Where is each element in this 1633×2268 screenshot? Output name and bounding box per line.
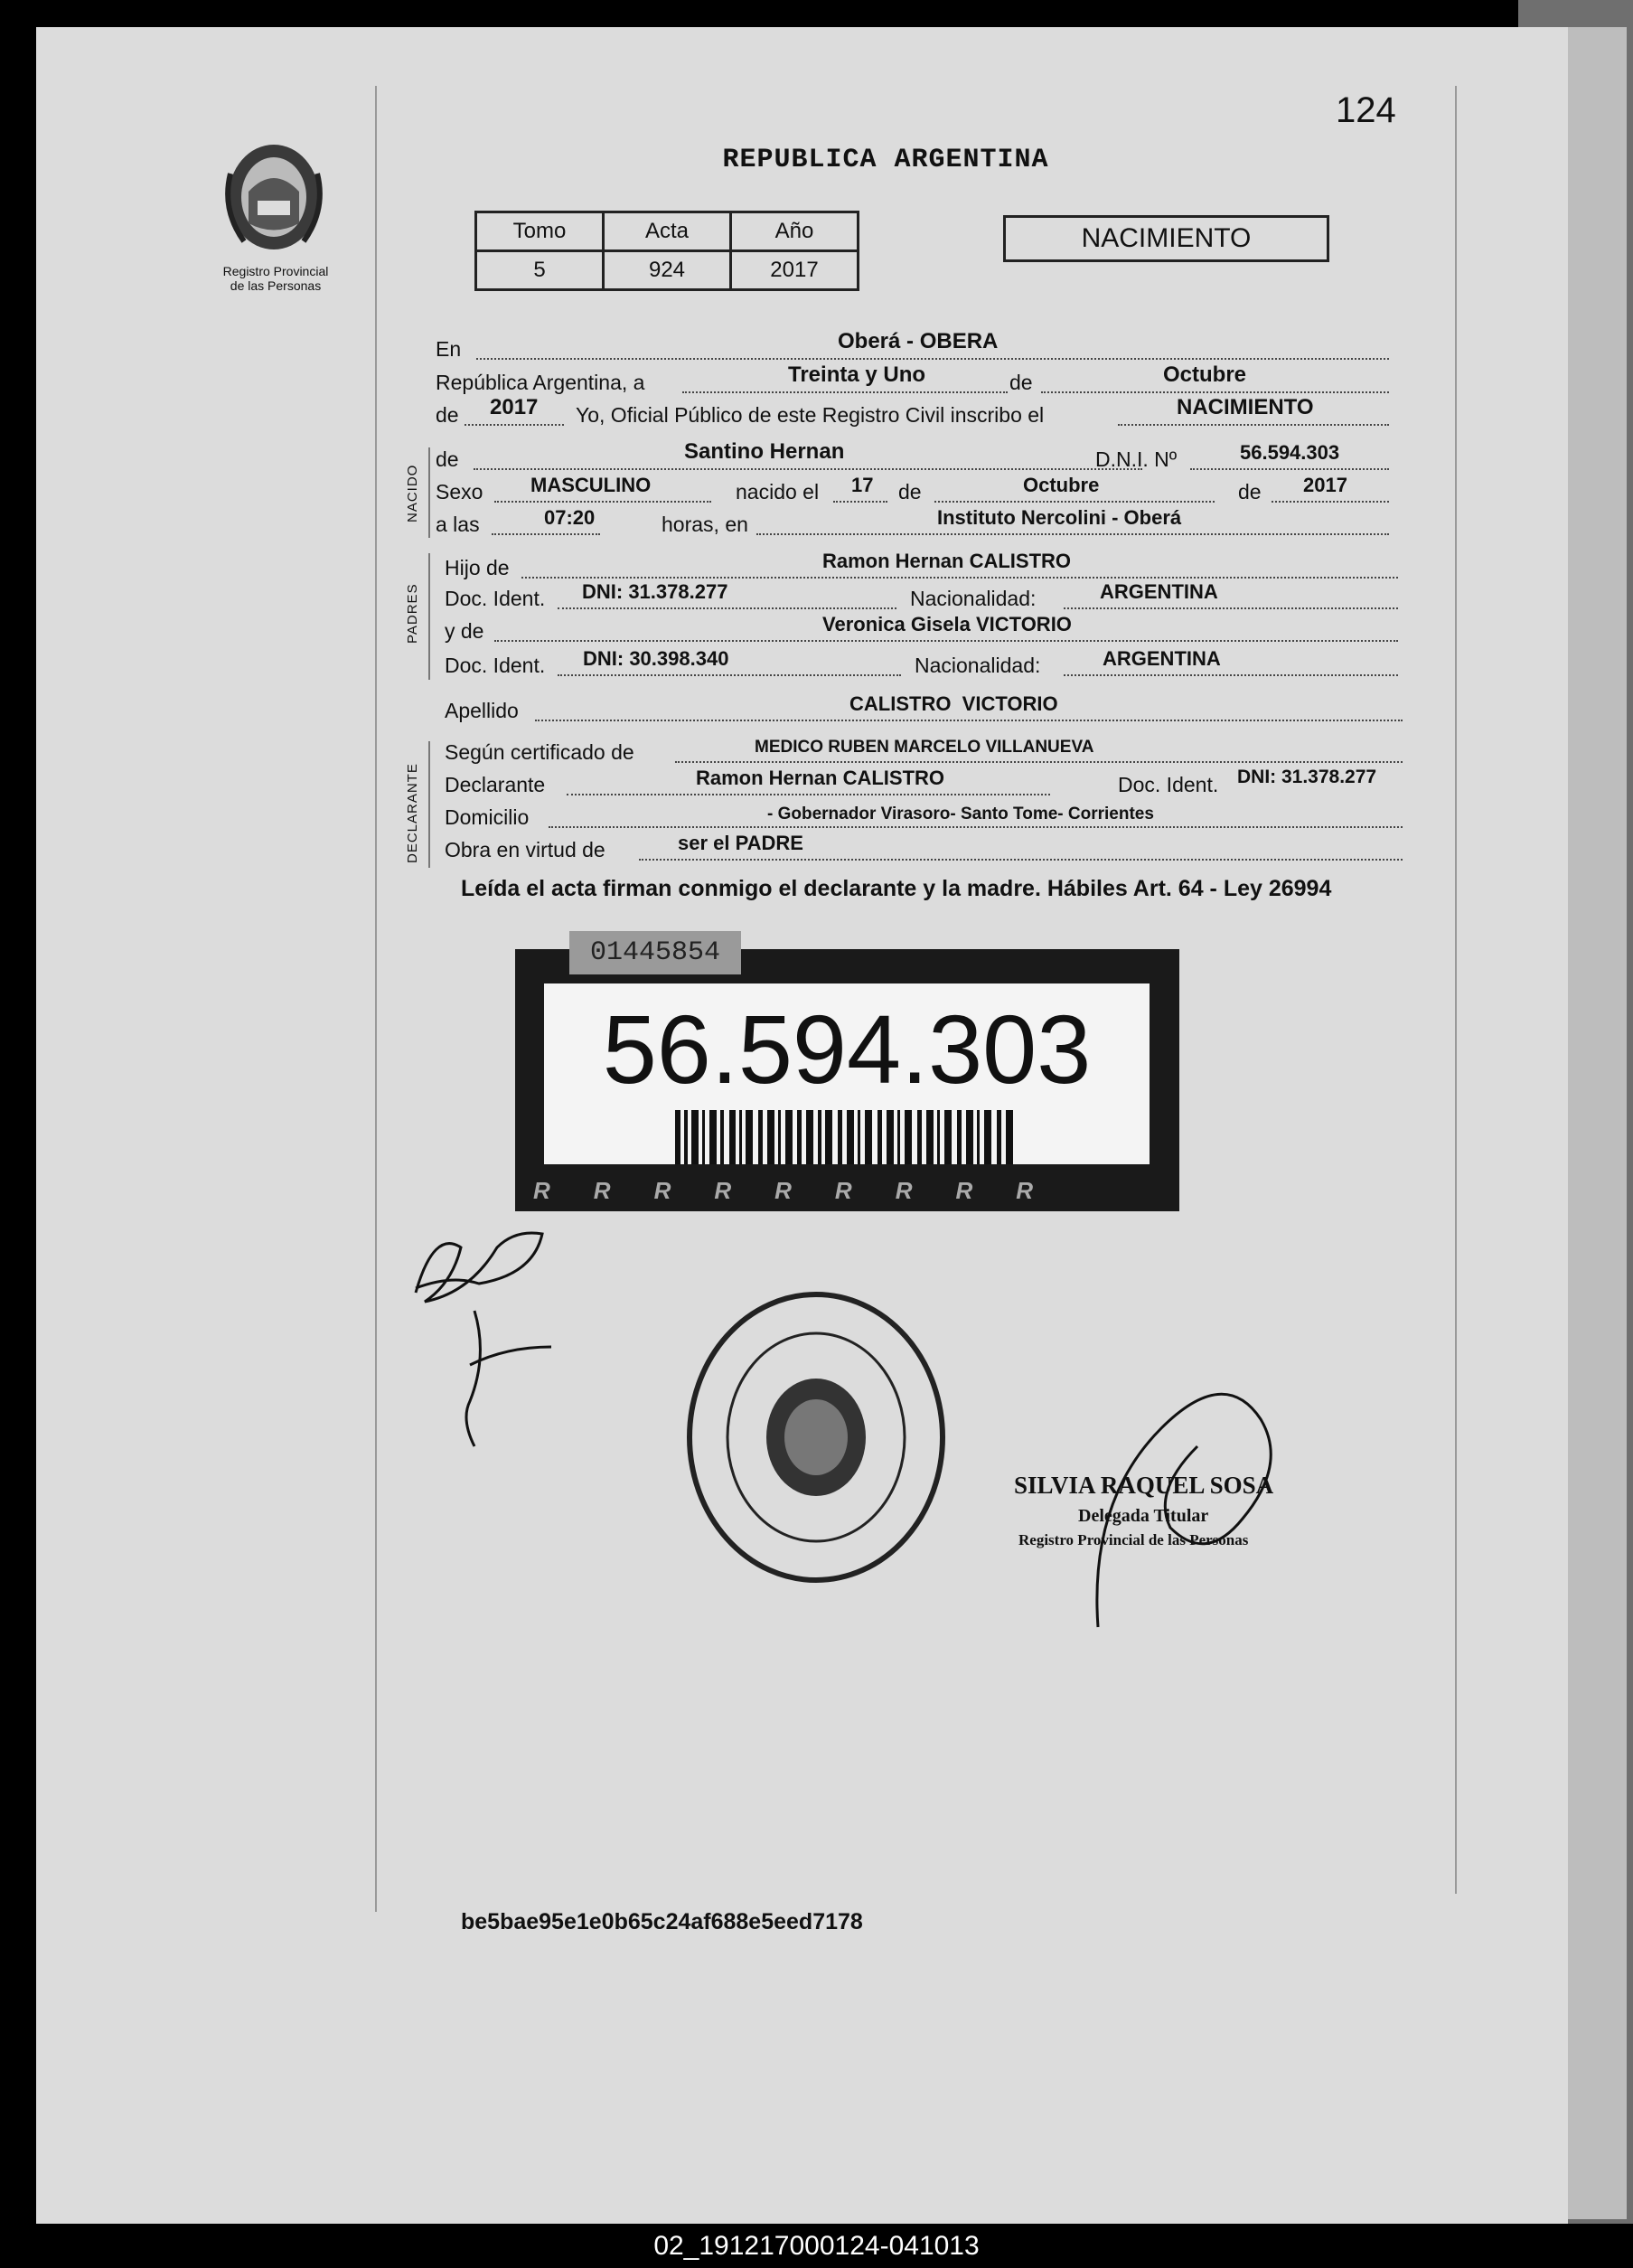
value-declarante: Ramon Hernan CALISTRO [696, 767, 945, 789]
label-doc-ident: Doc. Ident. [445, 654, 546, 677]
dni-barcode-sticker [515, 949, 1179, 1211]
label-de: de [436, 447, 459, 471]
dots [756, 533, 1389, 535]
pattern-letter: R [895, 1177, 956, 1204]
dots [521, 577, 1398, 579]
value-tipo: NACIMIENTO [1177, 395, 1314, 419]
header-ano: Año [731, 212, 859, 251]
row-madre [445, 613, 1403, 645]
tomo-acta-ano-table [474, 211, 859, 291]
label-horas-en: horas, en [662, 513, 748, 536]
pattern-letter: R [653, 1177, 715, 1204]
header-tomo: Tomo [476, 212, 604, 251]
row-apellido [445, 692, 1407, 725]
value-dni: 56.594.303 [1240, 441, 1340, 464]
label-en: En [436, 337, 462, 361]
value-ano: 2017 [731, 251, 859, 290]
value-mes-nacimiento: Octubre [1023, 474, 1100, 496]
value-apellido: CALISTRO VICTORIO [849, 692, 1058, 715]
sticker-label [544, 983, 1150, 1164]
registry-seal-stamp [682, 1288, 950, 1586]
value-lugar: Oberá - OBERA [838, 329, 999, 353]
page-number: 124 [1336, 90, 1396, 130]
section-bracket-padres [428, 553, 430, 680]
row-madre-doc [445, 647, 1403, 680]
dots [1272, 501, 1389, 503]
value-mes: Octubre [1163, 362, 1247, 387]
value-madre-dni: DNI: 30.398.340 [583, 647, 729, 670]
label-declarante: Declarante [445, 773, 546, 796]
label-obra-en-virtud: Obra en virtud de [445, 838, 605, 861]
value-padre-dni: DNI: 31.378.277 [582, 580, 728, 603]
row-padre [445, 550, 1403, 582]
value-tomo: 5 [476, 251, 604, 290]
dots [1118, 424, 1389, 426]
dots [549, 826, 1403, 828]
value-declarante-dni: DNI: 31.378.277 [1237, 767, 1377, 787]
sticker-r-pattern [515, 1177, 1179, 1208]
value-lugar-nacimiento: Instituto Nercolini - Oberá [937, 506, 1182, 529]
dots [465, 424, 564, 426]
label-segun-certificado: Según certificado de [445, 740, 634, 764]
logo-caption-line-2: de las Personas [230, 278, 322, 293]
sticker-serial-number: 01445854 [569, 931, 741, 974]
dots [639, 859, 1403, 861]
label-apellido: Apellido [445, 699, 519, 722]
value-domicilio: - Gobernador Virasoro- Santo Tome- Corrientes [767, 805, 1154, 823]
provincial-coat-of-arms-logo [217, 137, 331, 257]
label-nacionalidad: Nacionalidad: [910, 587, 1037, 610]
pattern-letter: R [955, 1177, 1017, 1204]
row-obra [445, 832, 1407, 864]
value-hora: 07:20 [544, 506, 596, 529]
label-hijo-de: Hijo de [445, 556, 510, 579]
declarante-signature [398, 1211, 560, 1455]
pattern-letter: R [1016, 1177, 1077, 1204]
dots [535, 720, 1403, 721]
label-de: de [898, 480, 922, 503]
section-label-nacido: NACIDO [405, 464, 420, 522]
left-margin-line [375, 86, 377, 1912]
row-hora [436, 506, 1394, 539]
logo-caption-line-1: Registro Provincial [222, 264, 329, 278]
value-padre-nacionalidad: ARGENTINA [1100, 580, 1218, 603]
dots [833, 501, 887, 503]
row-en [436, 329, 1394, 363]
section-label-declarante: DECLARANTE [405, 763, 420, 863]
official-title: Delegada Titular [1078, 1506, 1209, 1526]
dots [567, 794, 1050, 795]
label-dni: D.N.I. Nº [1095, 447, 1178, 471]
header-acta: Acta [604, 212, 731, 251]
dots [1064, 607, 1398, 609]
pattern-letter: R [714, 1177, 775, 1204]
pattern-letter: R [834, 1177, 896, 1204]
row-declarante [445, 767, 1407, 799]
row-republica [436, 362, 1394, 397]
dots [558, 607, 896, 609]
label-oficial: Yo, Oficial Público de este Registro Civil inscribo el [576, 403, 1045, 427]
closing-note: Leída el acta firman conmigo el declarante y la madre. Hábiles Art. 64 - Ley 26994 [461, 876, 1332, 901]
sticker-dni-number: 56.594.303 [602, 994, 1092, 1104]
dots [494, 640, 1398, 642]
section-label-padres: PADRES [405, 583, 420, 644]
row-year [436, 395, 1394, 429]
section-bracket-declarante [428, 741, 430, 868]
dots [494, 501, 711, 503]
barcode-bars [675, 1110, 1018, 1164]
label-de: de [1009, 371, 1033, 394]
label-de: de [436, 403, 459, 427]
document-hash: be5bae95e1e0b65c24af688e5eed7178 [461, 1909, 863, 1934]
row-sexo [436, 474, 1394, 506]
value-dia-letras: Treinta y Uno [788, 362, 926, 387]
pattern-letter: R [593, 1177, 654, 1204]
official-office: Registro Provincial de las Personas [1018, 1531, 1249, 1548]
country-title: REPUBLICA ARGENTINA [722, 145, 1049, 175]
dots [558, 674, 901, 676]
label-de: de [1238, 480, 1262, 503]
label-republica: República Argentina, a [436, 371, 645, 394]
label-y-de: y de [445, 619, 484, 643]
label-nacido: nacido el [736, 480, 820, 503]
value-acta: 924 [604, 251, 731, 290]
pattern-letter: R [533, 1177, 594, 1204]
label-doc-ident: Doc. Ident. [445, 587, 546, 610]
dots [1064, 674, 1398, 676]
scan-filename-footer: 02_191217000124-041013 [0, 2224, 1633, 2268]
value-certificado: MEDICO RUBEN MARCELO VILLANUEVA [755, 738, 1094, 757]
dots [682, 391, 1008, 393]
value-nombre: Santino Hernan [684, 439, 845, 464]
row-nombre [436, 439, 1394, 474]
dots [934, 501, 1215, 503]
label-a-las: a las [436, 513, 480, 536]
dots [1190, 468, 1389, 470]
value-ano-nacimiento: 2017 [1303, 474, 1347, 496]
value-year: 2017 [490, 395, 539, 419]
record-type-box: NACIMIENTO [1003, 215, 1329, 262]
value-madre-nacionalidad: ARGENTINA [1103, 647, 1221, 670]
value-dia: 17 [851, 474, 874, 496]
value-madre: Veronica Gisela VICTORIO [822, 613, 1072, 635]
pattern-letter: R [774, 1177, 835, 1204]
dots [675, 761, 1403, 763]
value-sexo: MASCULINO [530, 474, 652, 496]
label-nacionalidad: Nacionalidad: [915, 654, 1041, 677]
label-domicilio: Domicilio [445, 805, 530, 829]
section-bracket-nacido [428, 447, 430, 538]
label-doc-ident: Doc. Ident. [1118, 773, 1219, 796]
row-certificado [445, 738, 1407, 767]
right-margin-line [1455, 86, 1457, 1894]
row-padre-doc [445, 580, 1403, 613]
dots [1041, 391, 1389, 393]
official-name: SILVIA RAQUEL SOSA [1014, 1472, 1274, 1499]
row-domicilio [445, 803, 1407, 832]
value-padre: Ramon Hernan CALISTRO [822, 550, 1072, 572]
value-obra: ser el PADRE [678, 832, 803, 854]
dots [476, 358, 1389, 360]
label-sexo: Sexo [436, 480, 483, 503]
dots [492, 533, 600, 535]
logo-caption [190, 264, 361, 293]
dots [474, 468, 1142, 470]
